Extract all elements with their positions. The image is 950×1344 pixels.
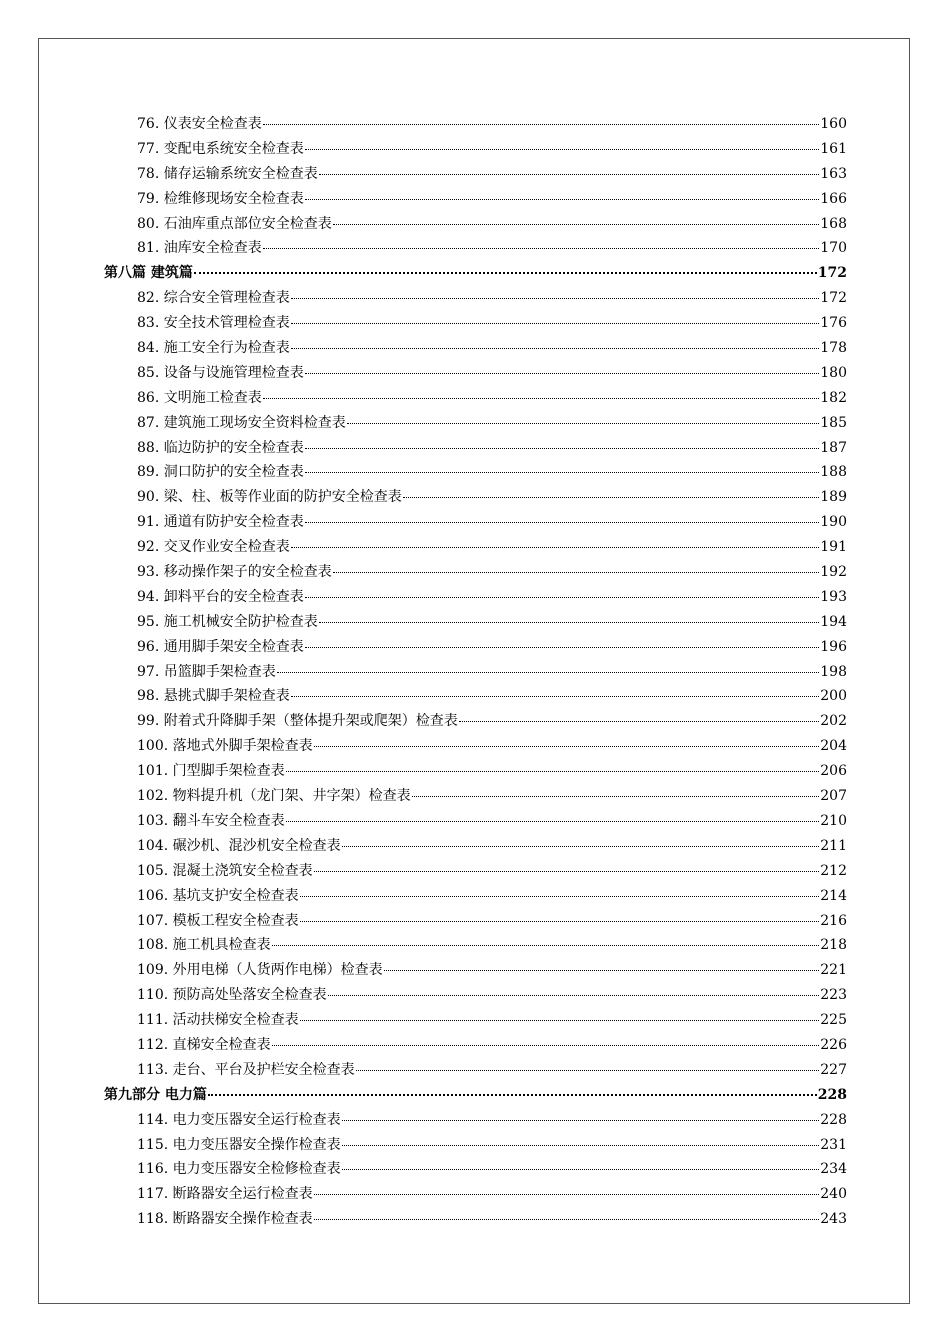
- toc-page-number: 234: [820, 1161, 847, 1178]
- toc-dot-leader: [412, 782, 820, 797]
- toc-page-number: 198: [820, 663, 847, 680]
- toc-page-number: 228: [817, 1086, 847, 1103]
- toc-dot-leader: [319, 608, 820, 623]
- toc-dot-leader: [319, 160, 820, 175]
- toc-dot-leader: [305, 434, 820, 449]
- toc-page-number: 190: [820, 514, 847, 531]
- toc-entry[interactable]: [104, 635, 847, 660]
- toc-dot-leader: [403, 483, 820, 498]
- toc-entry[interactable]: [104, 834, 847, 859]
- toc-entry-title: 86. 文明施工检查表: [137, 389, 262, 406]
- toc-entry[interactable]: [104, 137, 847, 162]
- toc-entry[interactable]: [104, 1133, 847, 1158]
- toc-dot-leader: [314, 857, 820, 872]
- toc-page-number: 243: [820, 1211, 847, 1228]
- toc-dot-leader: [277, 658, 820, 673]
- toc-entry[interactable]: [104, 386, 847, 411]
- toc-page-number: 216: [820, 912, 847, 929]
- toc-entry[interactable]: [104, 610, 847, 635]
- toc-entry-title: 87. 建筑施工现场安全资料检查表: [137, 414, 346, 431]
- toc-dot-leader: [305, 359, 820, 374]
- toc-dot-leader: [305, 458, 820, 473]
- toc-page-number: 227: [820, 1061, 847, 1078]
- toc-entry-title: 78. 储存运输系统安全检查表: [137, 165, 318, 182]
- toc-entry-title: 92. 交叉作业安全检查表: [137, 539, 290, 556]
- toc-entry-title: 107. 模板工程安全检查表: [137, 912, 299, 929]
- toc-dot-leader: [305, 508, 820, 523]
- toc-dot-leader: [314, 1180, 820, 1195]
- toc-dot-leader: [342, 1131, 820, 1146]
- toc-dot-leader: [208, 1080, 817, 1096]
- toc-entry[interactable]: [104, 162, 847, 187]
- toc-entry-title: 第八篇 建筑篇: [104, 265, 193, 282]
- toc-dot-leader: [263, 110, 820, 125]
- toc-entry[interactable]: [104, 884, 847, 909]
- toc-page-number: 161: [820, 140, 847, 157]
- toc-entry-title: 117. 断路器安全运行检查表: [137, 1186, 313, 1203]
- toc-entry-title: 113. 走台、平台及护栏安全检查表: [137, 1061, 355, 1078]
- toc-entry-title: 106. 基坑支护安全检查表: [137, 887, 299, 904]
- toc-entry[interactable]: [104, 560, 847, 585]
- toc-entry[interactable]: [104, 460, 847, 485]
- toc-entry[interactable]: [104, 958, 847, 983]
- toc-page-number: 182: [820, 389, 847, 406]
- toc-page-number: 202: [820, 713, 847, 730]
- toc-entry[interactable]: [104, 709, 847, 734]
- toc-dot-leader: [194, 258, 817, 274]
- toc-entry[interactable]: [104, 809, 847, 834]
- toc-dot-leader: [333, 210, 820, 225]
- toc-entry[interactable]: [104, 336, 847, 361]
- toc-dot-leader: [356, 1056, 820, 1071]
- toc-page-number: 191: [820, 539, 847, 556]
- toc-page-number: 226: [820, 1036, 847, 1053]
- toc-dot-leader: [291, 533, 820, 548]
- toc-dot-leader: [342, 1106, 820, 1121]
- toc-dot-leader: [300, 907, 820, 922]
- toc-entry-title: 112. 直梯安全检查表: [137, 1036, 271, 1053]
- toc-entry-title: 93. 移动操作架子的安全检查表: [137, 564, 332, 581]
- toc-page-number: 178: [820, 340, 847, 357]
- toc-entry[interactable]: [104, 983, 847, 1008]
- toc-page-number: 218: [820, 937, 847, 954]
- toc-page-number: 204: [820, 738, 847, 755]
- toc-page-number: 180: [820, 364, 847, 381]
- toc-entry-title: 89. 洞口防护的安全检查表: [137, 464, 304, 481]
- toc-entry[interactable]: [104, 485, 847, 510]
- toc-page-number: 211: [820, 837, 847, 854]
- toc-entry[interactable]: [104, 510, 847, 535]
- toc-entry-title: 114. 电力变压器安全运行检查表: [137, 1111, 341, 1128]
- toc-dot-leader: [328, 981, 820, 996]
- toc-entry[interactable]: [104, 1182, 847, 1207]
- toc-entry-title: 111. 活动扶梯安全检查表: [137, 1012, 299, 1029]
- toc-entry-title: 116. 电力变压器安全检修检查表: [137, 1161, 341, 1178]
- toc-dot-leader: [342, 1155, 820, 1170]
- toc-dot-leader: [263, 384, 820, 399]
- toc-dot-leader: [333, 558, 820, 573]
- toc-entry-title: 88. 临边防护的安全检查表: [137, 439, 304, 456]
- toc-dot-leader: [347, 409, 820, 424]
- toc-entry-title: 100. 落地式外脚手架检查表: [137, 738, 313, 755]
- toc-page-number: 212: [820, 862, 847, 879]
- toc-entry-title: 102. 物料提升机（龙门架、井字架）检查表: [137, 788, 411, 805]
- toc-dot-leader: [286, 757, 820, 772]
- toc-dot-leader: [291, 334, 820, 349]
- toc-page-number: 225: [820, 1012, 847, 1029]
- toc-page-number: 166: [820, 190, 847, 207]
- toc-entry-title: 77. 变配电系统安全检查表: [137, 140, 304, 157]
- toc-dot-leader: [300, 1006, 820, 1021]
- toc-dot-leader: [291, 682, 820, 697]
- toc-entry-title: 85. 设备与设施管理检查表: [137, 364, 304, 381]
- toc-page-number: 160: [820, 116, 847, 132]
- toc-dot-leader: [272, 1031, 820, 1046]
- toc-entry-title: 84. 施工安全行为检查表: [137, 340, 290, 357]
- toc-entry-title: 第九部分 电力篇: [104, 1086, 207, 1103]
- toc-page-number: 193: [820, 588, 847, 605]
- toc-page-number: 172: [820, 290, 847, 307]
- toc-entry-title: 108. 施工机具检查表: [137, 937, 271, 954]
- toc-entry-title: 91. 通道有防护安全检查表: [137, 514, 304, 531]
- toc-entry-title: 101. 门型脚手架检查表: [137, 763, 285, 780]
- toc-page-number: 214: [820, 887, 847, 904]
- toc-dot-leader: [263, 234, 820, 249]
- toc-entry-title: 99. 附着式升降脚手架（整体提升架或爬架）检查表: [137, 713, 458, 730]
- toc-dot-leader: [291, 284, 820, 299]
- toc-entry-title: 98. 悬挑式脚手架检查表: [137, 688, 290, 705]
- toc-entry[interactable]: [104, 784, 847, 809]
- toc-page-number: 188: [820, 464, 847, 481]
- toc-page-number: 206: [820, 763, 847, 780]
- toc-entry[interactable]: [104, 684, 847, 709]
- toc-entry-title: 79. 检维修现场安全检查表: [137, 190, 304, 207]
- toc-entry-title: 76. 仪表安全检查表: [137, 116, 262, 132]
- toc-entry-title: 118. 断路器安全操作检查表: [137, 1211, 313, 1228]
- toc-entry[interactable]: [104, 585, 847, 610]
- toc-entry-title: 104. 碾沙机、混沙机安全检查表: [137, 837, 341, 854]
- toc-entry-title: 83. 安全技术管理检查表: [137, 315, 290, 332]
- toc-entry[interactable]: [104, 660, 847, 685]
- toc-entry-title: 82. 综合安全管理检查表: [137, 290, 290, 307]
- toc-dot-leader: [305, 135, 820, 150]
- toc-page-number: 189: [820, 489, 847, 506]
- toc-dot-leader: [305, 583, 820, 598]
- toc-entry[interactable]: [104, 1207, 847, 1232]
- toc-page-number: 210: [820, 812, 847, 829]
- toc-page-number: 223: [820, 987, 847, 1004]
- toc-dot-leader: [286, 807, 820, 822]
- toc-entry-title: 103. 翻斗车安全检查表: [137, 812, 285, 829]
- toc-entry[interactable]: [104, 187, 847, 212]
- toc-entry-title: 90. 梁、柱、板等作业面的防护安全检查表: [137, 489, 402, 506]
- toc-entry[interactable]: [104, 1033, 847, 1058]
- toc-page-number: 170: [820, 240, 847, 257]
- toc-dot-leader: [305, 633, 820, 648]
- toc-entry[interactable]: [104, 759, 847, 784]
- toc-entry-title: 110. 预防高处坠落安全检查表: [137, 987, 327, 1004]
- toc-entry-title: 105. 混凝土浇筑安全检查表: [137, 862, 313, 879]
- toc-entry[interactable]: [104, 933, 847, 958]
- toc-page-number: 172: [817, 265, 847, 282]
- toc-page-number: 176: [820, 315, 847, 332]
- toc-entry[interactable]: [104, 535, 847, 560]
- toc-section-heading[interactable]: [104, 261, 847, 286]
- toc-dot-leader: [384, 956, 820, 971]
- toc-entry-title: 115. 电力变压器安全操作检查表: [137, 1136, 341, 1153]
- toc-page-number: 187: [820, 439, 847, 456]
- toc-entry-title: 96. 通用脚手架安全检查表: [137, 638, 304, 655]
- toc-page-number: 168: [820, 215, 847, 232]
- toc-dot-leader: [459, 707, 820, 722]
- toc-dot-leader: [291, 309, 820, 324]
- toc-dot-leader: [305, 185, 820, 200]
- toc-entry[interactable]: [104, 411, 847, 436]
- toc-page-number: 194: [820, 613, 847, 630]
- toc-entry[interactable]: [104, 734, 847, 759]
- toc-page-number: 221: [820, 962, 847, 979]
- toc-section-heading[interactable]: [104, 1083, 847, 1108]
- toc-page-number: 196: [820, 638, 847, 655]
- toc-page-number: 192: [820, 564, 847, 581]
- toc-entry-title: 81. 油库安全检查表: [137, 240, 262, 257]
- toc-entry[interactable]: [104, 361, 847, 386]
- toc-page-number: 228: [820, 1111, 847, 1128]
- toc-dot-leader: [314, 1205, 820, 1220]
- toc-page-number: 185: [820, 414, 847, 431]
- toc-entry[interactable]: [104, 859, 847, 884]
- toc-entry-title: 109. 外用电梯（人货两作电梯）检查表: [137, 962, 383, 979]
- toc-entry[interactable]: [104, 212, 847, 237]
- toc-entry[interactable]: [104, 286, 847, 311]
- toc-page-number: 207: [820, 788, 847, 805]
- toc-entry-title: 95. 施工机械安全防护检查表: [137, 613, 318, 630]
- toc-entry[interactable]: [104, 112, 847, 137]
- toc-entry[interactable]: [104, 436, 847, 461]
- toc-entry[interactable]: [104, 1008, 847, 1033]
- toc-dot-leader: [272, 931, 820, 946]
- toc-entry-title: 94. 卸料平台的安全检查表: [137, 588, 304, 605]
- toc-dot-leader: [300, 882, 820, 897]
- toc-dot-leader: [342, 832, 820, 847]
- toc-page-number: 163: [820, 165, 847, 182]
- toc-entry[interactable]: [104, 311, 847, 336]
- toc-entry[interactable]: [104, 1157, 847, 1182]
- toc-page-number: 240: [820, 1186, 847, 1203]
- toc-entry-title: 97. 吊篮脚手架检查表: [137, 663, 276, 680]
- table-of-contents: [104, 112, 847, 1232]
- toc-page-number: 200: [820, 688, 847, 705]
- toc-entry-title: 80. 石油库重点部位安全检查表: [137, 215, 332, 232]
- toc-entry[interactable]: [104, 909, 847, 934]
- toc-dot-leader: [314, 732, 820, 747]
- toc-page-number: 231: [820, 1136, 847, 1153]
- toc-entry[interactable]: [104, 1108, 847, 1133]
